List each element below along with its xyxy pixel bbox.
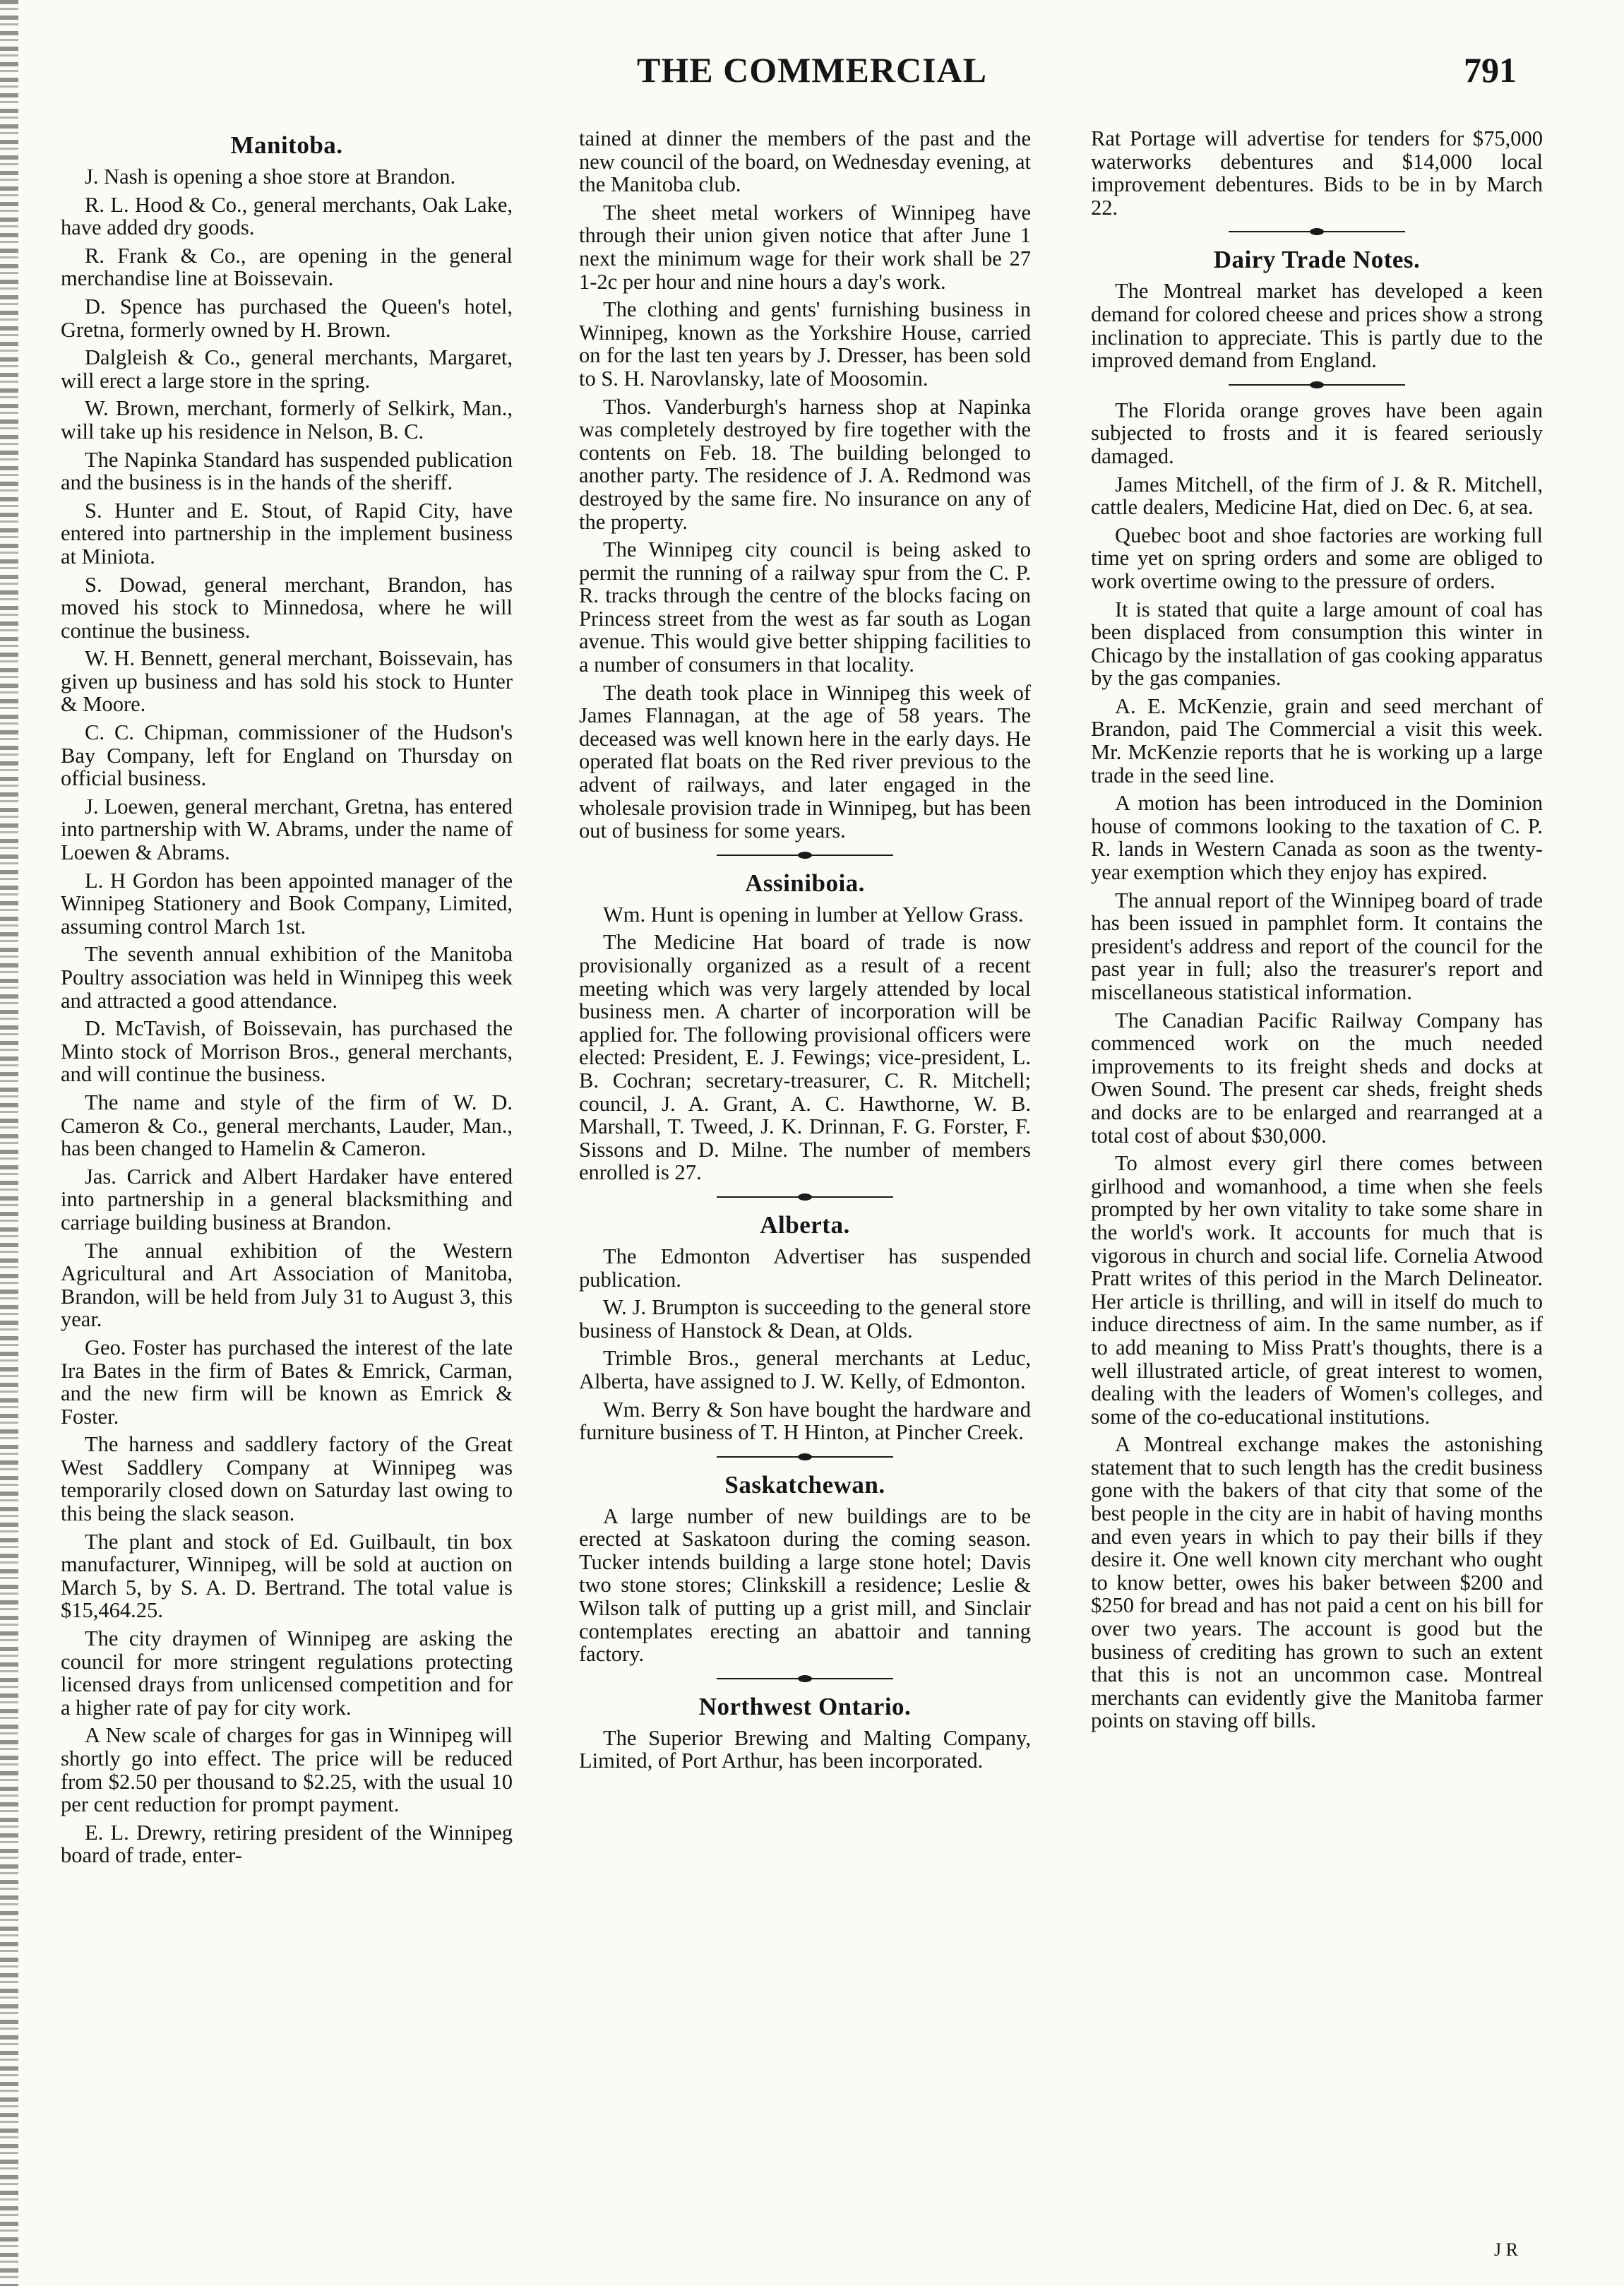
section-heading: Dairy Trade Notes. bbox=[1213, 246, 1421, 274]
news-item: W. H. Bennett, general merchant, Boissevain, has given up business and has sold his stock to Hunter & Moore. bbox=[61, 646, 513, 717]
news-item: Wm. Berry & Son have bought the hardware and furniture business of T. H Hinton, at Pincher Creek. bbox=[579, 1397, 1031, 1445]
news-item: The seventh annual exhibition of the Manitoba Poultry association was held in Winnipeg this week and attracted a good attendance. bbox=[61, 942, 513, 1013]
news-item: The harness and saddlery factory of the Great West Saddlery Company at Winnipeg was temporarily closed down on Saturday last owing to this being the slack season. bbox=[61, 1432, 513, 1526]
news-item: E. L. Drewry, retiring president of the Winnipeg board of trade, enter- bbox=[61, 1820, 513, 1868]
section-divider bbox=[717, 1193, 893, 1201]
news-item: The Canadian Pacific Railway Company has commenced work on the much needed improvements to its freight sheds and docks at Owen Sound. The present car sheds, freight sheds and docks are to be enlarged and rearranged at a total cost of about $30,000. bbox=[1091, 1008, 1543, 1148]
news-item: A New scale of charges for gas in Winnipeg will shortly go into effect. The price will be reduced from $2.50 per thousand to $2.25, with the usual 10 per cent reduction for prompt payment. bbox=[61, 1723, 513, 1817]
news-item: W. Brown, merchant, formerly of Selkirk, Man., will take up his residence in Nelson, B. C. bbox=[61, 396, 513, 443]
section-heading: Northwest Ontario. bbox=[698, 1692, 912, 1720]
section-heading: Assiniboia. bbox=[745, 869, 865, 897]
section-heading: Saskatchewan. bbox=[724, 1470, 885, 1499]
column-1 bbox=[61, 127, 513, 2239]
news-item: The Florida orange groves have been again subjected to frosts and it is feared seriously damaged. bbox=[1091, 398, 1543, 468]
news-item: The annual exhibition of the Western Agricultural and Art Association of Manitoba, Brandon, will be held from July 31 to August 3, this year. bbox=[61, 1238, 513, 1332]
section-divider bbox=[717, 1674, 893, 1683]
news-item: A motion has been introduced in the Dominion house of commons looking to the taxation of C. P. R. lands in Western Canada as soon as the twenty-year exemption which they enjoy has expired. bbox=[1091, 791, 1543, 885]
news-item: The clothing and gents' furnishing business in Winnipeg, known as the Yorkshire House, carried on for the last ten years by J. Dresser, has been sold to S. H. Narovlansky, late of Moosomin. bbox=[579, 297, 1031, 391]
news-item: The Superior Brewing and Malting Company, Limited, of Port Arthur, has been incorporated. bbox=[579, 1725, 1031, 1773]
page-header bbox=[0, 49, 1624, 106]
news-item: It is stated that quite a large amount of coal has been displaced from consumption this winter in Chicago by the installation of gas cooking apparatus by the gas companies. bbox=[1091, 597, 1543, 691]
news-item: R. Frank & Co., are opening in the general merchandise line at Boissevain. bbox=[61, 243, 513, 291]
news-item: The Medicine Hat board of trade is now provisionally organized as a result of a recent meeting which was very largely attended by local business men. A charter of incorporation will be applied for. The following provisional officers were elected: President, E. J. Fewings; vice-president, L. B. Cochran; secretary-treasurer, C. R. Mitchell; council, J. A. Grant, A. C. Hawthorne, W. B. Marshall, T. Tweed, J. K. Drinnan, F. G. Forster, F. Sissons and D. Milne. The number of members enrolled is 27. bbox=[579, 930, 1031, 1185]
section-divider bbox=[717, 1453, 893, 1461]
news-item: J. Loewen, general merchant, Gretna, has entered into partnership with W. Abrams, under the name of Loewen & Abrams. bbox=[61, 794, 513, 865]
section-heading: Manitoba. bbox=[230, 131, 343, 159]
footer-mark: J R bbox=[1494, 2239, 1518, 2260]
news-item: Wm. Hunt is opening in lumber at Yellow Grass. bbox=[603, 902, 1024, 927]
news-item: A. E. McKenzie, grain and seed merchant of Brandon, paid The Commercial a visit this week. Mr. McKenzie reports that he is working up a large trade in the seed line. bbox=[1091, 693, 1543, 787]
news-item: James Mitchell, of the firm of J. & R. Mitchell, cattle dealers, Medicine Hat, died on Dec. 6, at sea. bbox=[1091, 472, 1543, 520]
news-item: The sheet metal workers of Winnipeg have through their union given notice that after June 1 next the minimum wage for their work shall be 27 1-2c per hour and nine hours a day's work. bbox=[579, 200, 1031, 294]
news-item: Thos. Vanderburgh's harness shop at Napinka was completely destroyed by fire together with the contents on Feb. 18. The building belonged to another party. The residence of J. A. Redmond was destroyed by the same fire. No insurance on any of the property. bbox=[579, 394, 1031, 534]
news-item: A large number of new buildings are to be erected at Saskatoon during the coming season. Tucker intends building a large stone hotel; Davis two stone stores; Clinkskill a residence; Leslie & Wilson talk of putting up a grist mill, and Sinclair contemplates erecting an abattoir and tanning factory. bbox=[579, 1504, 1031, 1667]
news-item: C. C. Chipman, commissioner of the Hudson's Bay Company, left for England on Thursday on official business. bbox=[61, 720, 513, 791]
page-number: 791 bbox=[1464, 50, 1517, 90]
news-item: D. McTavish, of Boissevain, has purchased the Minto stock of Morrison Bros., general merchants, and will continue the business. bbox=[61, 1016, 513, 1087]
news-item: Rat Portage will advertise for tenders for $75,000 waterworks debentures and $14,000 local improvement debentures. Bids to be in by March 22. bbox=[1091, 127, 1543, 220]
news-item: S. Hunter and E. Stout, of Rapid City, have entered into partnership in the implement business at Miniota. bbox=[61, 498, 513, 568]
news-item: D. Spence has purchased the Queen's hotel, Gretna, formerly owned by H. Brown. bbox=[61, 294, 513, 342]
news-item: Geo. Foster has purchased the interest of the late Ira Bates in the firm of Bates & Emrick, Carman, and the new firm will be known as Emrick & Foster. bbox=[61, 1335, 513, 1429]
news-item: To almost every girl there comes between girlhood and womanhood, a time when she feels prompted by her own vitality to take some share in the world's work. It accounts for much that is vigorous in church and social life. Cornelia Atwood Pratt writes of this period in the March Delineator. Her article is thrilling, and will in itself do much to induce directness of aim. In the same number, as if to add meaning to Miss Pratt's thoughts, there is a well illustrated article, of great interest to women, dealing with the leaders of Women's colleges, and some of the co-educational institutions. bbox=[1091, 1151, 1543, 1429]
news-item: Dalgleish & Co., general merchants, Margaret, will erect a large store in the spring. bbox=[61, 345, 513, 393]
news-item: tained at dinner the members of the past and the new council of the board, on Wednesday evening, at the Manitoba club. bbox=[579, 127, 1031, 197]
news-item: S. Dowad, general merchant, Brandon, has moved his stock to Minnedosa, where he will continue the business. bbox=[61, 572, 513, 643]
news-item: The death took place in Winnipeg this week of James Flannagan, at the age of 58 years. The deceased was well known here in the early days. He operated flat boats on the Red river previous to the advent of railways, and later engaged in the wholesale provision trade in Winnipeg, but has been out of business for some years. bbox=[579, 680, 1031, 843]
news-item: J. Nash is opening a shoe store at Brandon. bbox=[85, 165, 456, 189]
news-item: The city draymen of Winnipeg are asking the council for more stringent regulations protecting licensed drays from unlicensed competition and for a higher rate of pay for city work. bbox=[61, 1626, 513, 1720]
binding-edge bbox=[0, 0, 18, 2286]
section-divider bbox=[1229, 381, 1405, 389]
news-item: The annual report of the Winnipeg board of trade has been issued in pamphlet form. It contains the president's address and report of the council for the past year in full; also the treasurer's report and miscellaneous statistical information. bbox=[1091, 888, 1543, 1004]
column-3 bbox=[1091, 127, 1543, 2239]
news-item: A Montreal exchange makes the astonishing statement that to such length has the credit business gone with the bakers of that city that some of the best people in the city are in habit of having months and even years in which to pay their bills if they desire it. One well known city merchant who ought to know better, owes his baker between $200 and $250 for bread and has not paid a cent on his bill for over two years. The account is good but the business of crediting has grown to such an extent that this is not an uncommon case. Montreal merchants can evidently give the Manitoba farmer points on staving off bills. bbox=[1091, 1432, 1543, 1733]
section-heading: Alberta. bbox=[760, 1210, 850, 1239]
news-item: The Winnipeg city council is being asked to permit the running of a railway spur from the C. P. R. tracks through the centre of the blocks facing on Princess street from the west as far south as Logan avenue. This would give better shipping facilities to a number of consumers in that locality. bbox=[579, 537, 1031, 677]
column-2 bbox=[579, 127, 1031, 2239]
news-item: Trimble Bros., general merchants at Leduc, Alberta, have assigned to J. W. Kelly, of Edmonton. bbox=[579, 1346, 1031, 1393]
news-item: The Montreal market has developed a keen demand for colored cheese and prices show a strong inclination to appreciate. This is partly due to the improved demand from England. bbox=[1091, 279, 1543, 373]
news-item: Quebec boot and shoe factories are working full time yet on spring orders and some are obliged to work overtime owing to the pressure of orders. bbox=[1091, 523, 1543, 593]
masthead-title: THE COMMERCIAL bbox=[637, 50, 987, 90]
news-item: L. H Gordon has been appointed manager of the Winnipeg Stationery and Book Company, Limited, assuming control March 1st. bbox=[61, 868, 513, 939]
news-item: The Napinka Standard has suspended publication and the business is in the hands of the sheriff. bbox=[61, 447, 513, 495]
news-item: The plant and stock of Ed. Guilbault, tin box manufacturer, Winnipeg, will be sold at auction on March 5, by S. A. D. Bertrand. The total value is $15,464.25. bbox=[61, 1529, 513, 1623]
news-item: W. J. Brumpton is succeeding to the general store business of Hanstock & Dean, at Olds. bbox=[579, 1295, 1031, 1343]
section-divider bbox=[717, 851, 893, 859]
news-item: Jas. Carrick and Albert Hardaker have entered into partnership in a general blacksmithing and carriage building business at Brandon. bbox=[61, 1164, 513, 1234]
news-item: The Edmonton Advertiser has suspended publication. bbox=[579, 1244, 1031, 1292]
section-divider bbox=[1229, 227, 1405, 236]
news-item: The name and style of the firm of W. D. Cameron & Co., general merchants, Lauder, Man., has been changed to Hamelin & Cameron. bbox=[61, 1090, 513, 1161]
news-item: R. L. Hood & Co., general merchants, Oak Lake, have added dry goods. bbox=[61, 192, 513, 240]
